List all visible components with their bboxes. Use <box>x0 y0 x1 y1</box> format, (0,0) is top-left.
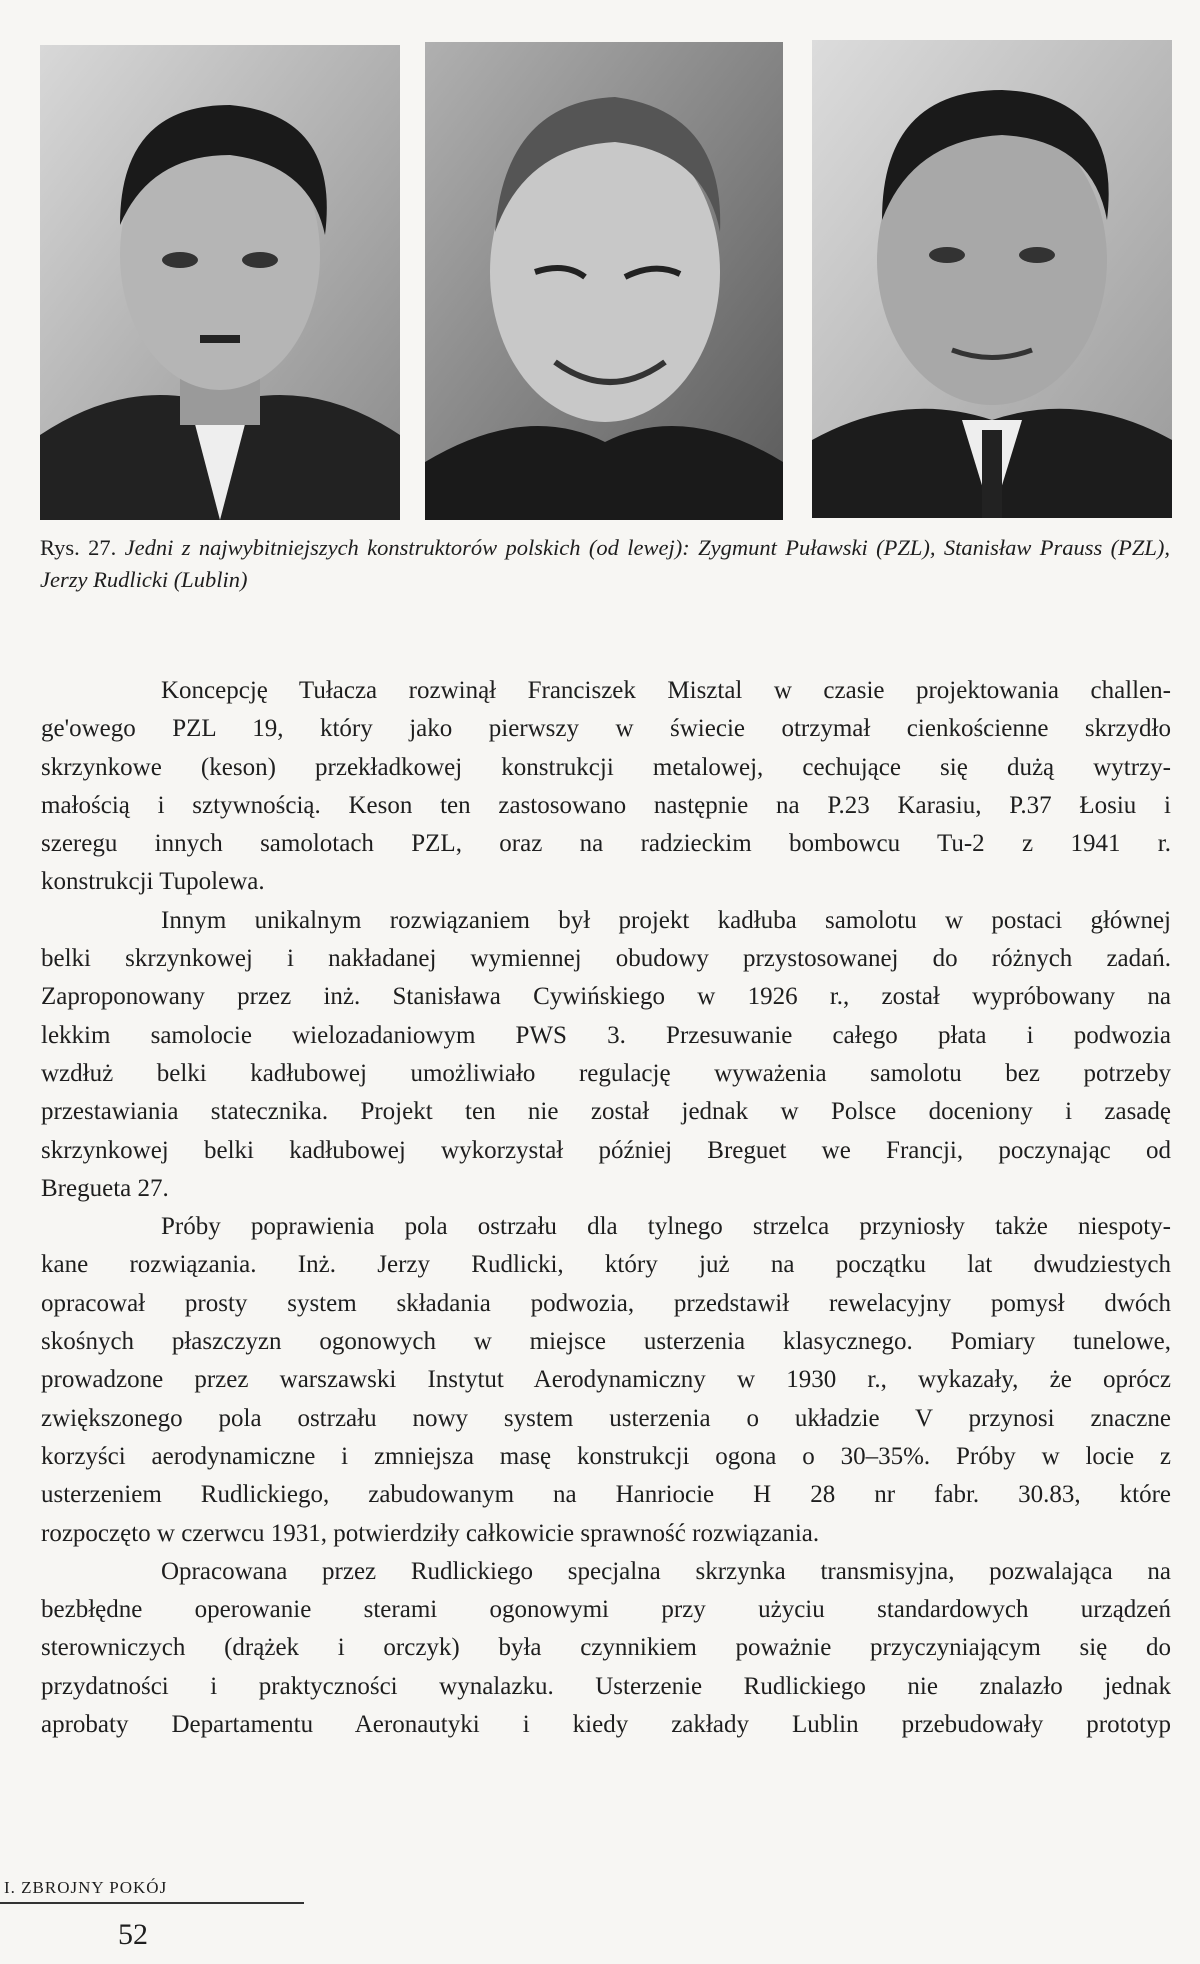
text-line: kane rozwiązania. Inż. Jerzy Rudlicki, który już na początku lat dwudziestych <box>41 1251 1171 1279</box>
text-line: aprobaty Departamentu Aeronautyki i kiedy zakłady Lublin przebudowały prototyp <box>41 1711 1171 1739</box>
photo-jerzy-rudlicki <box>812 40 1172 518</box>
page-number: 52 <box>118 1918 148 1951</box>
text-line: prowadzone przez warszawski Instytut Aerodynamiczny w 1930 r., wykazały, że oprócz <box>41 1366 1171 1394</box>
text-line: szeregu innych samolotach PZL, oraz na radzieckim bombowcu Tu-2 z 1941 r. <box>41 830 1171 858</box>
paragraph <box>41 1553 1171 1744</box>
text-line: małością i sztywnością. Keson ten zastosowano następnie na P.23 Karasiu, P.37 Łosiu i <box>41 791 1171 819</box>
figure-caption <box>40 532 1170 596</box>
photo-stanislaw-prauss <box>425 42 783 520</box>
text-line: konstrukcji Tupolewa. <box>41 868 265 896</box>
text-line: przestawiania statecznika. Projekt ten nie został jednak w Polsce doceniony i zasadę <box>41 1098 1171 1126</box>
text-line: opracował prosty system składania podwozia, przedstawił rewelacyjny pomysł dwóch <box>41 1289 1171 1317</box>
figure-label: Rys. 27. <box>40 535 117 560</box>
body-text <box>41 672 1171 1744</box>
text-line: usterzeniem Rudlickiego, zabudowanym na Hanriocie H 28 nr fabr. 30.83, które <box>41 1481 1171 1509</box>
text-line: zwiększonego pola ostrzału nowy system usterzenia o układzie V przynosi znaczne <box>41 1404 1171 1432</box>
text-line: skośnych płaszczyzn ogonowych w miejsce usterzenia klasycznego. Pomiary tunelowe, <box>41 1328 1171 1356</box>
text-line: Opracowana przez Rudlickiego specjalna skrzynka transmisyjna, pozwalająca na <box>161 1557 1171 1585</box>
text-line: rozpoczęto w czerwcu 1931, potwierdziły całkowicie sprawność rozwiązania. <box>41 1519 820 1547</box>
photo-zygmunt-pulawski <box>40 45 400 520</box>
paragraph <box>41 672 1171 902</box>
text-line: ge'owego PZL 19, który jako pierwszy w świecie otrzymał cienkościenne skrzydło <box>41 715 1171 743</box>
text-line: lekkim samolocie wielozadaniowym PWS 3. Przesuwanie całego płata i podwozia <box>41 1021 1171 1049</box>
text-line: sterowniczych (drążek i orczyk) była czynnikiem poważnie przyczyniającym się do <box>41 1634 1171 1662</box>
text-line: belki skrzynkowej i nakładanej wymiennej obudowy przystosowanej do różnych zadań. <box>41 945 1171 973</box>
running-footer: I. ZBROJNY POKÓJ <box>0 1878 304 1904</box>
text-line: Bregueta 27. <box>41 1174 169 1202</box>
text-line: Próby poprawienia pola ostrzału dla tylnego strzelca przyniosły także niespoty- <box>161 1213 1171 1241</box>
text-line: skrzynkowej belki kadłubowej wykorzystał później Breguet we Francji, poczynając od <box>41 1136 1171 1164</box>
paragraph <box>41 1208 1171 1553</box>
figure-caption-text: Jedni z najwybitniejszych konstruktorów polskich (od lewej): Zygmunt Puławski (PZL), Stanisław Prauss (PZL), Jerzy Rudlicki (Lublin) <box>40 535 1170 592</box>
text-line: Zaproponowany przez inż. Stanisława Cywińskiego w 1926 r., został wypróbowany na <box>41 983 1171 1011</box>
text-line: korzyści aerodynamiczne i zmniejsza masę konstrukcji ogona o 30–35%. Próby w locie z <box>41 1442 1171 1470</box>
text-line: wzdłuż belki kadłubowej umożliwiało regulację wyważenia samolotu bez potrzeby <box>41 1059 1171 1087</box>
text-line: bezbłędne operowanie sterami ogonowymi przy użyciu standardowych urządzeń <box>41 1596 1171 1624</box>
text-line: przydatności i praktyczności wynalazku. Usterzenie Rudlickiego nie znalazło jednak <box>41 1672 1171 1700</box>
text-line: Innym unikalnym rozwiązaniem był projekt kadłuba samolotu w postaci głównej <box>161 906 1171 934</box>
paragraph <box>41 902 1171 1208</box>
text-line: Koncepcję Tułacza rozwinął Franciszek Misztal w czasie projektowania challen- <box>161 677 1171 704</box>
text-line: skrzynkowe (keson) przekładkowej konstrukcji metalowej, cechujące się dużą wytrzy- <box>41 753 1171 781</box>
